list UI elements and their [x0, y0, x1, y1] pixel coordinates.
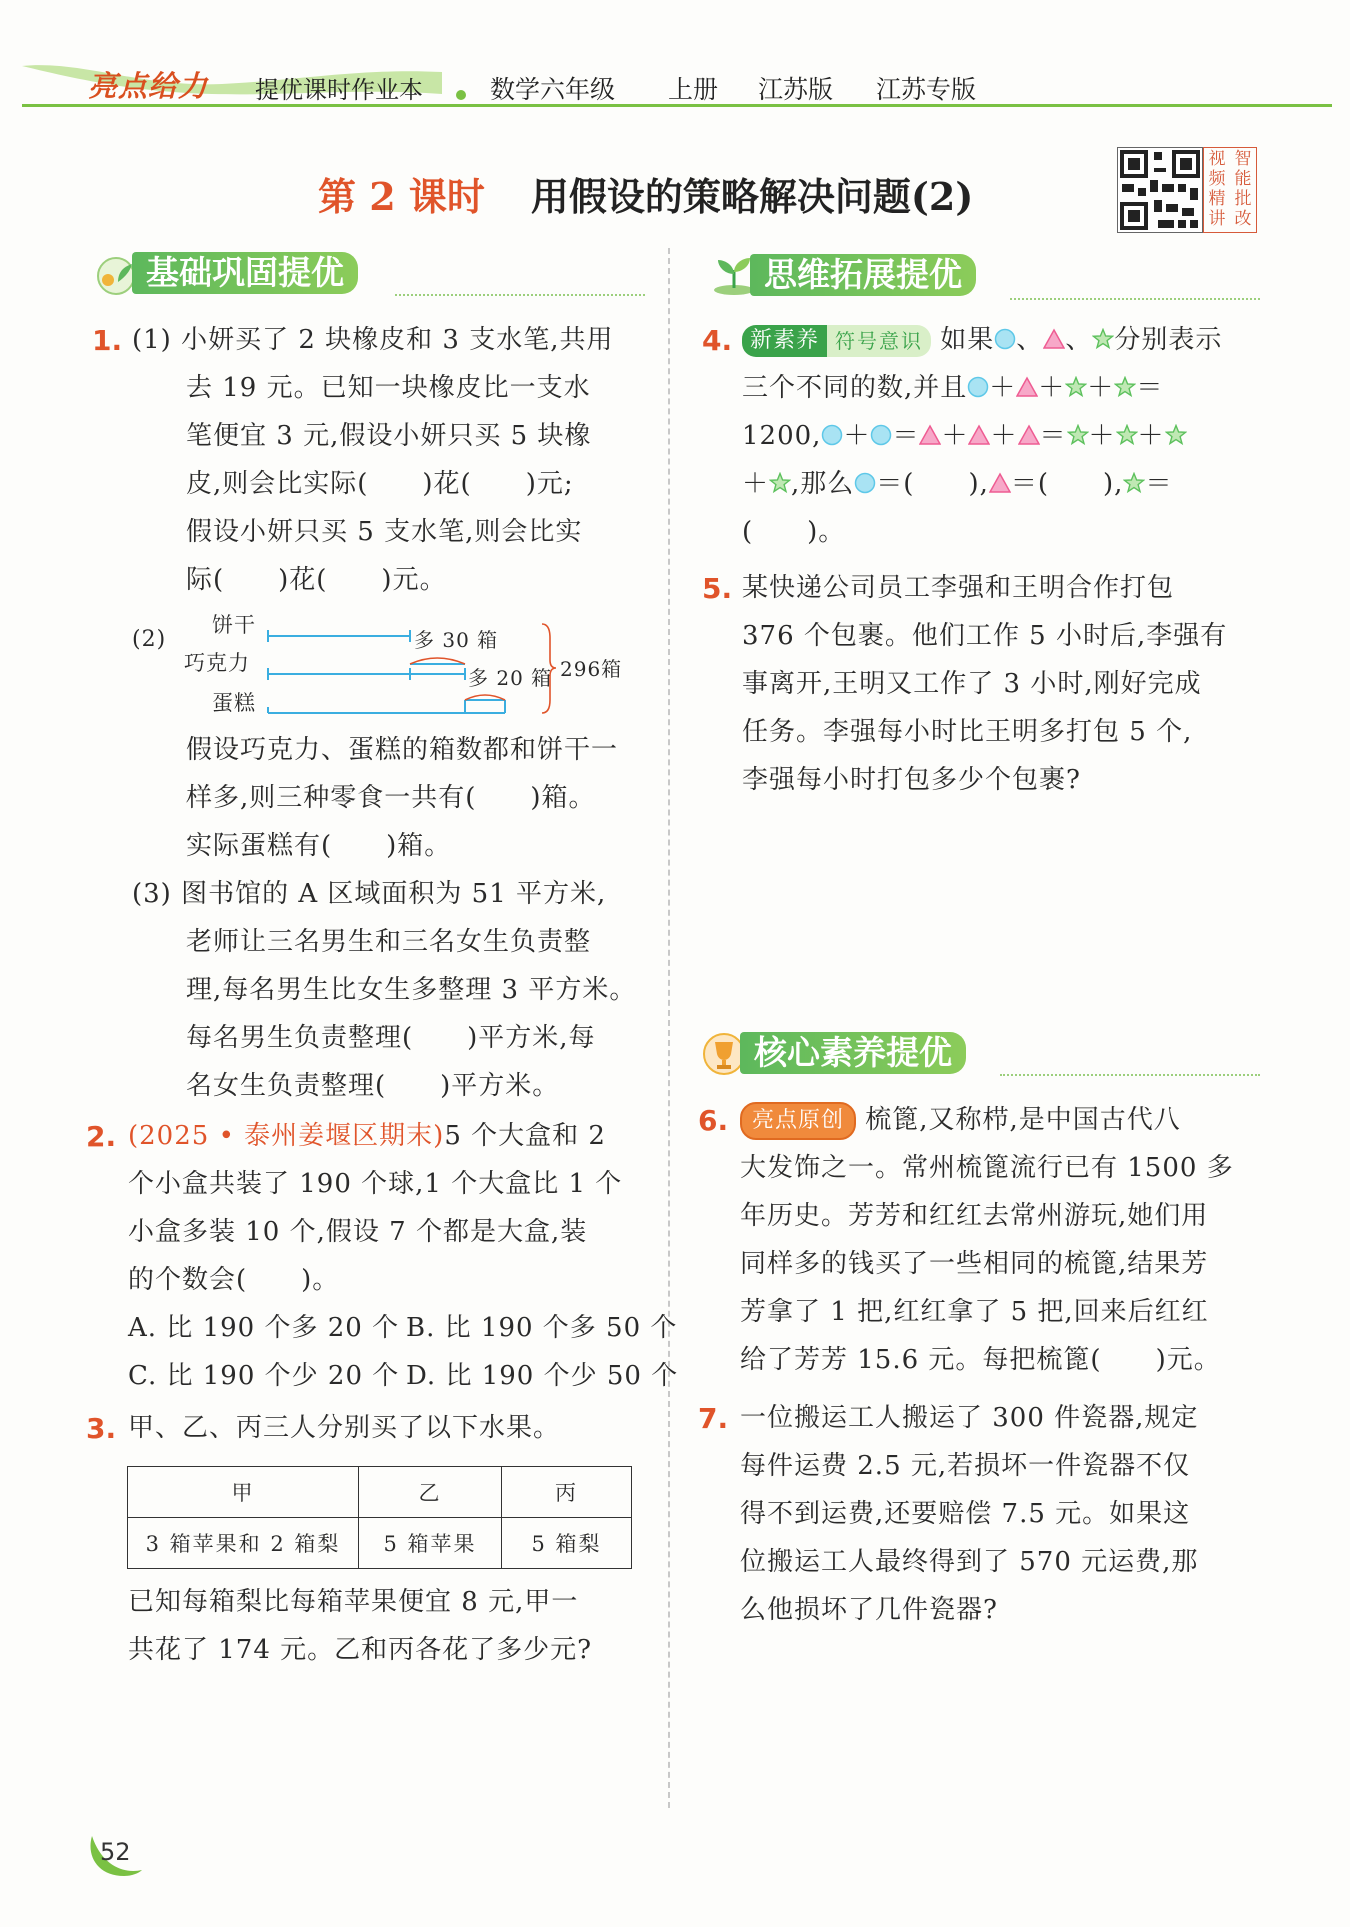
header-dot [456, 90, 466, 100]
q4-blank[interactable]: ( ) [1037, 469, 1115, 499]
q2-line: 个小盒共装了 190 个球,1 个大盒比 1 个 [128, 1169, 623, 1199]
diagram-label-biscuit: 饼干 [212, 613, 256, 637]
table-cell: 3 箱苹果和 2 箱梨 [128, 1518, 359, 1569]
circle-icon [854, 472, 876, 494]
q6-line: 给了芳芳 15.6 元。每把梳篦( )元。 [740, 1345, 1221, 1375]
table-header-row [128, 1467, 632, 1518]
q4-text: 三个不同的数,并且 [742, 373, 968, 403]
section-basic [92, 250, 422, 296]
q6-text: 梳篦,又称栉,是中国古代八 [865, 1105, 1181, 1135]
q5-number: 5. [702, 572, 733, 605]
q1-part2-label: (2) [132, 627, 167, 652]
q5-body [742, 564, 1227, 804]
q3-number: 3. [86, 1412, 117, 1445]
qr-label-col1: 视频精讲 [1208, 149, 1226, 229]
lesson-title [318, 166, 973, 221]
table-row [128, 1518, 632, 1569]
q7-line: 每件运费 2.5 元,若损坏一件瓷器不仅 [740, 1451, 1191, 1481]
q1-part2 [186, 726, 618, 870]
q2-source: (2025 • 泰州姜堰区期末) [128, 1121, 445, 1151]
q6-number: 6. [698, 1104, 729, 1137]
q1-part1 [132, 316, 614, 604]
q1-part1-line: 笔便宜 3 元,假设小妍只买 5 块橡 [186, 421, 592, 451]
q1-part3-line: 理,每名男生比女生多整理 3 平方米。 [186, 975, 637, 1005]
triangle-icon [919, 424, 941, 446]
q5-line: 376 个包裹。他们工作 5 小时后,李强有 [742, 621, 1228, 651]
circle-icon [870, 424, 892, 446]
q1-part1-line: 皮,则会比实际( )花( )元; [186, 469, 574, 499]
q3-line: 共花了 174 元。乙和丙各花了多少元? [128, 1635, 593, 1665]
q6-line: 芳拿了 1 把,红红拿了 5 把,回来后红红 [740, 1297, 1209, 1327]
q2-body [128, 1112, 622, 1304]
q4-text: 1200, [742, 421, 822, 451]
q4-text: 分别表示 [1114, 325, 1223, 355]
q7-line: 得不到运费,还要赔偿 7.5 元。如果这 [740, 1499, 1191, 1529]
q5-line: 事离开,王明又工作了 3 小时,刚好完成 [742, 669, 1202, 699]
table-cell: 5 箱苹果 [359, 1518, 502, 1569]
diagram-label-cake: 蛋糕 [212, 691, 256, 715]
table-header: 乙 [359, 1467, 502, 1518]
line-segment-diagram [260, 614, 560, 714]
header-edition: 江苏版 [758, 75, 834, 104]
q1-part2-line: 实际蛋糕有( )箱。 [186, 831, 452, 861]
q2-line: 小盒多装 10 个,假设 7 个都是大盒,装 [128, 1217, 588, 1247]
q7-line: 么他损坏了几件瓷器? [740, 1595, 998, 1625]
q1-part2-line: 假设巧克力、蛋糕的箱数都和饼干一 [186, 735, 619, 765]
table-header: 甲 [128, 1467, 359, 1518]
q1-part3 [132, 870, 636, 1110]
lesson-number: 第 2 课时 [318, 174, 485, 219]
q2-line: 5 个大盒和 2 [444, 1121, 606, 1151]
section-core-dots [1000, 1074, 1260, 1076]
section-thinking [710, 252, 1040, 298]
page-number: 52 [100, 1838, 131, 1866]
q4-number: 4. [702, 324, 733, 357]
q1-part2-line: 样多,则三种零食一共有( )箱。 [186, 783, 596, 813]
qr-label [1203, 147, 1257, 233]
circle-icon [994, 328, 1016, 350]
header-volume: 上册 [668, 75, 719, 104]
star-icon [1092, 328, 1114, 350]
triangle-icon [1018, 424, 1040, 446]
q2-option-d[interactable]: D. 比 190 个少 50 个 [406, 1361, 679, 1391]
q6-line: 大发饰之一。常州梳篦流行已有 1500 多 [740, 1153, 1234, 1183]
q4-text: ,那么 [791, 469, 855, 499]
star-icon [1116, 424, 1138, 446]
star-icon [1067, 424, 1089, 446]
q4-body: 新素养 符号意识 如果 、 、 分别表示 三个不同的数,并且 ＋ ＋ ＋ ＝ 1200, ＋ ＝ ＋ ＋ ＝ ＋ ＋ ＋ ,那么 ＝( ), ＝( ), ＝ ( )。 [742, 325, 1223, 547]
q1-part1-line: 去 19 元。已知一块橡皮比一支水 [186, 373, 591, 403]
section-core [700, 1030, 1030, 1076]
q3-body [128, 1578, 592, 1674]
q7-body [740, 1394, 1198, 1634]
q1-part3-line: (3) 图书馆的 A 区域面积为 51 平方米, [132, 879, 607, 909]
header-special: 江苏专版 [876, 75, 977, 104]
star-icon [1123, 472, 1145, 494]
q5-line: 李强每小时打包多少个包裹? [742, 765, 1081, 795]
fruit-table [127, 1466, 632, 1569]
q1-part1-line: 假设小妍只买 5 支水笔,则会比实 [186, 517, 583, 547]
q4-text: 如果 [940, 325, 995, 355]
q4-end: 。 [818, 517, 846, 547]
q2-option-c[interactable]: C. 比 190 个少 20 个 [128, 1361, 400, 1391]
section-thinking-title: 思维拓展提优 [750, 254, 976, 296]
q3-line: 已知每箱梨比每箱苹果便宜 8 元,甲一 [128, 1587, 579, 1617]
star-icon [769, 472, 791, 494]
q1-number: 1. [92, 324, 123, 357]
q1-part3-line: 老师让三名男生和三名女生负责整 [186, 927, 592, 957]
diagram-more-30: 多 30 箱 [414, 628, 499, 652]
circle-icon [967, 376, 989, 398]
tag-new-literacy: 新素养 [742, 325, 827, 357]
tag-original: 亮点原创 [740, 1102, 856, 1140]
triangle-icon [968, 424, 990, 446]
q5-line: 某快递公司员工李强和王明合作打包 [742, 573, 1175, 603]
header-subject: 数学六年级 [490, 75, 616, 104]
q4-blank[interactable]: ( ) [903, 469, 980, 499]
triangle-icon [989, 472, 1011, 494]
header-rule [22, 104, 1332, 107]
q1-part1-line: 际( )花( )元。 [186, 565, 447, 595]
q6-line: 同样多的钱买了一些相同的梳篦,结果芳 [740, 1249, 1209, 1279]
q4-blank[interactable]: ( ) [742, 517, 819, 547]
section-basic-dots [395, 294, 645, 296]
table-cell: 5 箱梨 [502, 1518, 632, 1569]
section-core-title: 核心素养提优 [740, 1032, 966, 1074]
table-header: 丙 [502, 1467, 632, 1518]
q2-number: 2. [86, 1120, 117, 1153]
q3-intro: 甲、乙、丙三人分别买了以下水果。 [128, 1413, 561, 1443]
q1-part1-line: (1) 小妍买了 2 块橡皮和 3 支水笔,共用 [132, 325, 614, 355]
qr-label-col2: 智能批改 [1234, 149, 1252, 229]
qr-code-icon[interactable] [1117, 147, 1203, 233]
q1-part3-line: 每名男生负责整理( )平方米,每 [186, 1023, 596, 1053]
q6-body [740, 1096, 1234, 1384]
q7-line: 位搬运工人最终得到了 570 元运费,那 [740, 1547, 1199, 1577]
q1-part3-line: 名女生负责整理( )平方米。 [186, 1071, 560, 1101]
q7-number: 7. [698, 1402, 729, 1435]
q6-line: 年历史。芳芳和红红去常州游玩,她们用 [740, 1201, 1209, 1231]
diagram-total: 296箱 [560, 657, 623, 681]
tag-symbol-sense: 符号意识 [827, 325, 931, 357]
star-icon [1165, 424, 1187, 446]
q2-option-a[interactable]: A. 比 190 个多 20 个 [128, 1313, 400, 1343]
brand-subtitle: 提优课时作业本 [255, 76, 423, 104]
section-basic-title: 基础巩固提优 [132, 252, 358, 294]
column-divider [668, 248, 670, 1808]
triangle-icon [1016, 376, 1038, 398]
diagram-more-20: 多 20 箱 [468, 666, 553, 690]
triangle-icon [1043, 328, 1065, 350]
star-icon [1065, 376, 1087, 398]
q7-line: 一位搬运工人搬运了 300 件瓷器,规定 [740, 1403, 1199, 1433]
q2-line: 的个数会( )。 [128, 1265, 340, 1295]
q5-line: 任务。李强每小时比王明多打包 5 个, [742, 717, 1193, 747]
star-icon [1114, 376, 1136, 398]
q2-option-b[interactable]: B. 比 190 个多 50 个 [406, 1313, 678, 1343]
brand-logo: 亮点给力 [88, 69, 209, 103]
diagram-label-chocolate: 巧克力 [184, 651, 250, 675]
lesson-name: 用假设的策略解决问题(2) [530, 174, 974, 219]
section-thinking-dots [1010, 298, 1260, 300]
circle-icon [821, 424, 843, 446]
